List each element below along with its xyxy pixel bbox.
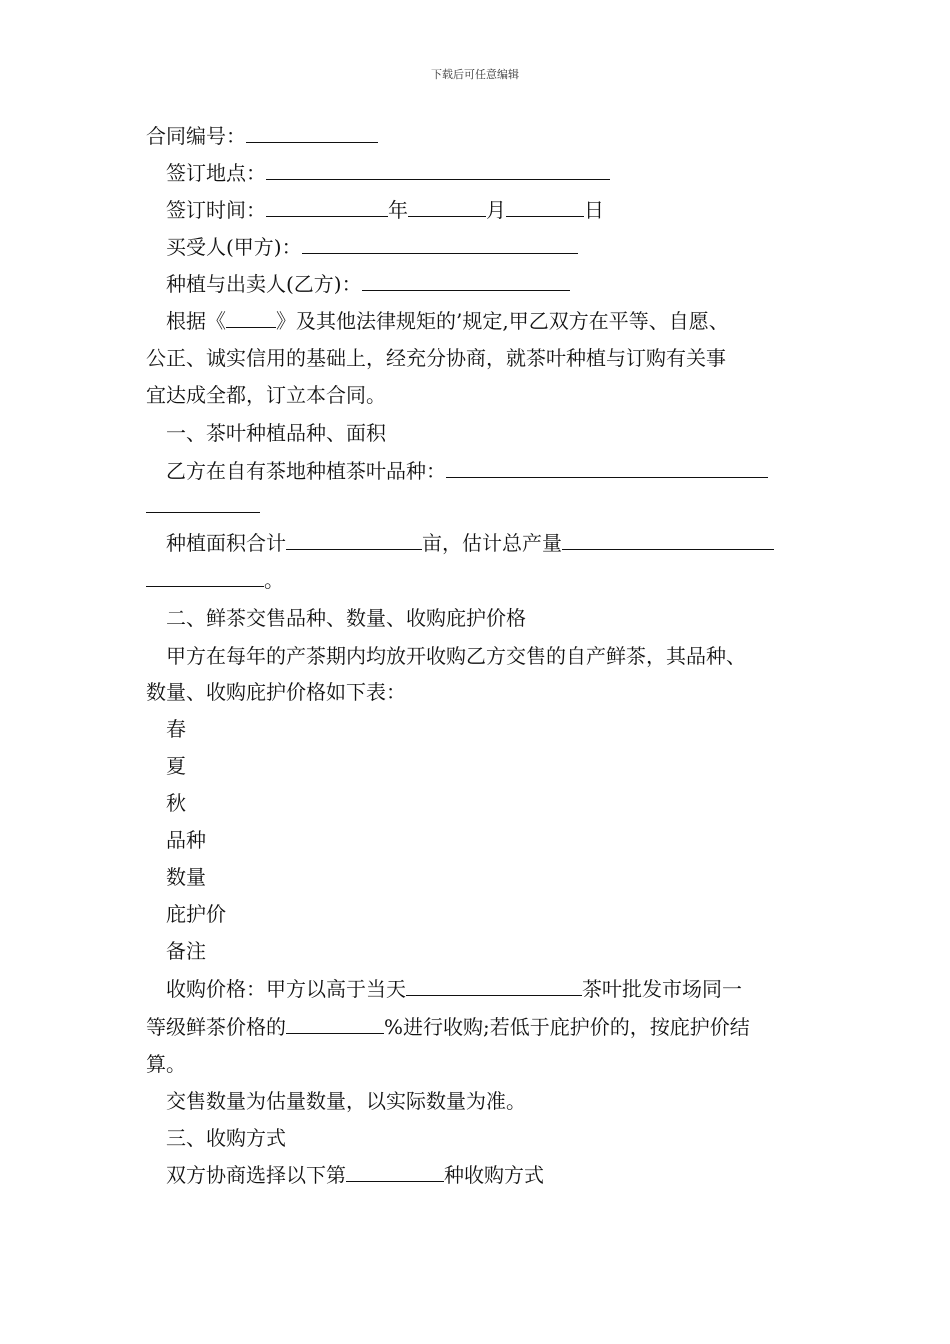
- purchase-method-line: [166, 1160, 544, 1190]
- price-line-1: [166, 974, 742, 1004]
- party-b-line: [166, 269, 570, 299]
- area-unit: 亩，估计总产量: [422, 531, 562, 555]
- intro-text-1a: 根据《: [166, 309, 226, 333]
- month-label: 月: [486, 198, 506, 222]
- table-label-autumn: 秋: [166, 791, 186, 815]
- output-blank[interactable]: [562, 528, 774, 550]
- table-label-quantity: 数量: [166, 865, 206, 889]
- method-text-a: 双方协商选择以下第: [166, 1163, 346, 1187]
- contract-number-label: 合同编号：: [146, 124, 246, 148]
- percent-blank[interactable]: [286, 1012, 384, 1034]
- section-2-text-2: 数量、收购庇护价格如下表：: [146, 680, 406, 704]
- price-text-2b: %进行收购;若低于庇护价的，按庇护价结: [384, 1015, 750, 1039]
- section-2-text-1: 甲方在每年的产茶期内均放开收购乙方交售的自产鲜茶，其品种、: [166, 644, 746, 668]
- method-text-b: 种收购方式: [444, 1163, 544, 1187]
- table-label-summer: 夏: [166, 754, 186, 778]
- sign-day-blank[interactable]: [506, 195, 584, 217]
- sign-month-blank[interactable]: [408, 195, 486, 217]
- intro-text-1b: 》及其他法律规矩的’规定,甲乙双方在平等、自愿、: [276, 309, 729, 333]
- table-label-protect-price: 庇护价: [166, 902, 226, 926]
- table-label-variety: 品种: [166, 828, 206, 852]
- variety-line: [166, 456, 768, 486]
- area-line: [166, 528, 774, 558]
- price-text-1b: 茶叶批发市场同一: [582, 977, 742, 1001]
- price-text-2a: 等级鲜茶价格的: [146, 1015, 286, 1039]
- variety-blank[interactable]: [446, 456, 768, 478]
- sign-place-label: 签订地点：: [166, 161, 266, 185]
- section-3-title: 三、收购方式: [166, 1126, 286, 1150]
- price-line-3: 算。: [146, 1052, 186, 1076]
- law-name-blank[interactable]: [226, 306, 276, 328]
- output-period: 。: [264, 568, 284, 592]
- contract-number-blank[interactable]: [246, 121, 378, 143]
- output-line-cont: [146, 565, 284, 595]
- party-a-label: 买受人(甲方)：: [166, 235, 302, 259]
- page-header: 下载后可任意编辑: [431, 68, 519, 81]
- method-number-blank[interactable]: [346, 1160, 444, 1182]
- variety-blank-cont[interactable]: [146, 491, 260, 513]
- variety-line-cont: [146, 491, 260, 521]
- contract-number-line: [146, 121, 378, 151]
- sign-year-blank[interactable]: [266, 195, 388, 217]
- output-blank-cont[interactable]: [146, 565, 264, 587]
- party-a-blank[interactable]: [302, 232, 578, 254]
- price-text-1a: 收购价格：甲方以高于当天: [166, 977, 406, 1001]
- intro-line-2: 公正、诚实信用的基础上，经充分协商，就茶叶种植与订购有关事: [146, 346, 726, 370]
- section-1-title: 一、茶叶种植品种、面积: [166, 421, 386, 445]
- sign-time-line: [166, 195, 604, 225]
- table-label-spring: 春: [166, 717, 186, 741]
- sign-place-blank[interactable]: [266, 158, 610, 180]
- year-label: 年: [388, 198, 408, 222]
- sign-place-line: [166, 158, 610, 188]
- market-blank[interactable]: [406, 974, 582, 996]
- party-b-label: 种植与出卖人(乙方)：: [166, 272, 362, 296]
- section-2-title: 二、鲜茶交售品种、数量、收购庇护价格: [166, 606, 526, 630]
- quantity-note: 交售数量为估量数量，以实际数量为准。: [166, 1089, 526, 1113]
- sign-time-label: 签订时间：: [166, 198, 266, 222]
- day-label: 日: [584, 198, 604, 222]
- variety-label: 乙方在自有茶地种植茶叶品种：: [166, 459, 446, 483]
- area-blank[interactable]: [286, 528, 422, 550]
- intro-line-3: 宜达成全都，订立本合同。: [146, 383, 386, 407]
- table-label-remark: 备注: [166, 939, 206, 963]
- party-a-line: [166, 232, 578, 262]
- price-line-2: [146, 1012, 750, 1042]
- intro-line-1: [166, 306, 729, 336]
- party-b-blank[interactable]: [362, 269, 570, 291]
- area-label: 种植面积合计: [166, 531, 286, 555]
